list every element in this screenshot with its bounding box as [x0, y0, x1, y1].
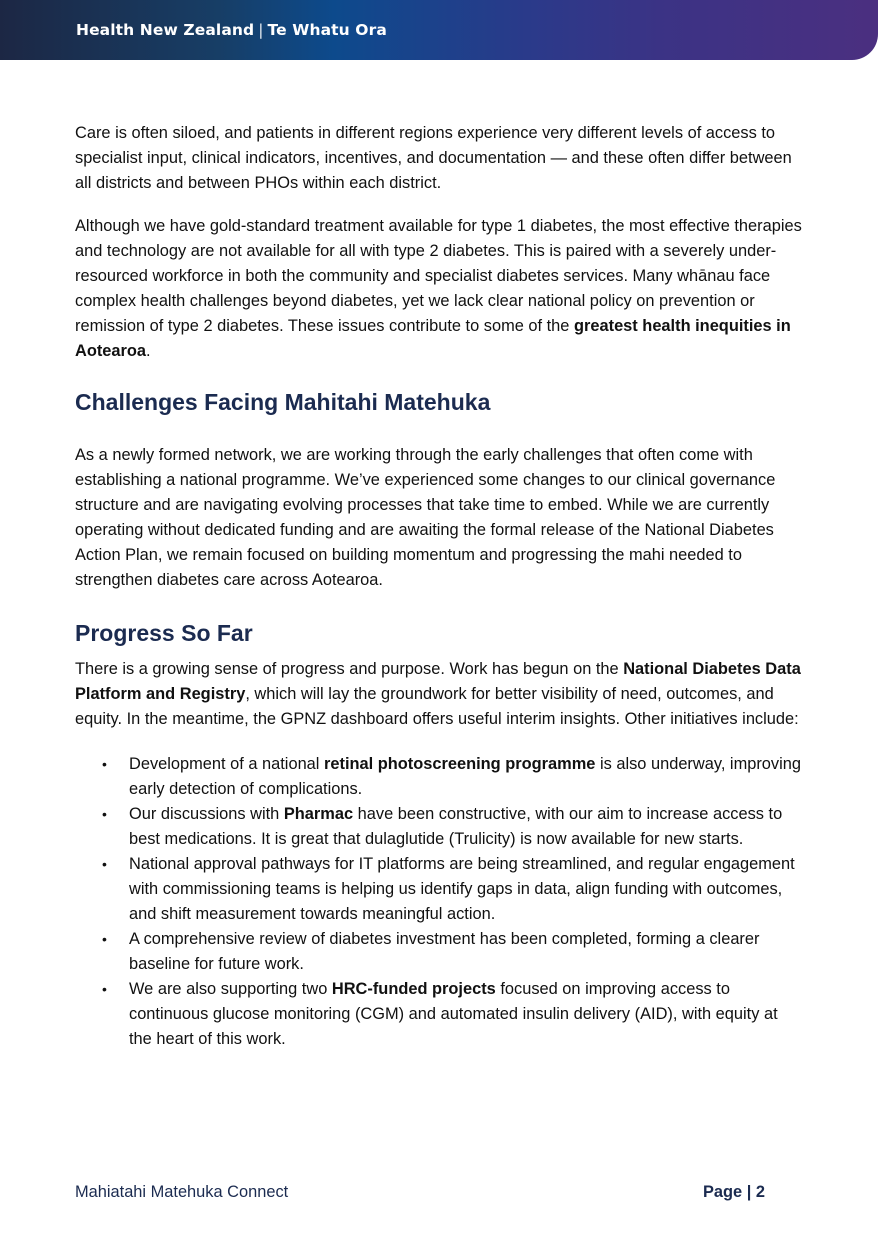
- emphasis-text: HRC-funded projects: [331, 980, 496, 998]
- bullet-icon: •: [102, 856, 107, 872]
- emphasis-text: National Diabetes Data Platform and Registry: [75, 660, 801, 703]
- list-item: [75, 802, 803, 852]
- list-item-text: Our discussions with: [129, 805, 284, 823]
- footer-publication-name: Mahiatahi Matehuka Connect: [75, 1183, 289, 1201]
- list-item-text: A comprehensive review of diabetes investment has been completed, forming a clearer baseline for future work.: [129, 930, 760, 973]
- list-item: [75, 977, 803, 1052]
- paragraph-treatment-gaps: [75, 214, 803, 364]
- emphasis-text: retinal photoscreening programme: [324, 755, 596, 773]
- paragraph-text: There is a growing sense of progress and purpose. Work has begun on the: [75, 660, 624, 678]
- bullet-icon: •: [102, 931, 107, 947]
- list-item-text: Development of a national: [129, 755, 324, 773]
- page-header-banner: [0, 0, 878, 60]
- initiatives-list: [75, 752, 803, 1052]
- list-item-text: We are also supporting two: [129, 980, 332, 998]
- bullet-icon: •: [102, 806, 107, 822]
- bullet-icon: •: [102, 981, 107, 997]
- bullet-icon: •: [102, 756, 107, 772]
- paragraph-challenges: As a newly formed network, we are working through the early challenges that often come with establishing a national programme. We’ve experienced some changes to our clinical governance structure and are navigating evolving processes that take time to embed. While we are currently operating without dedicated funding and are awaiting the formal release of the National Diabetes Action Plan, we remain focused on building momentum and progressing the mahi needed to strengthen diabetes care across Aotearoa.: [75, 446, 776, 589]
- org-name-maori: Te Whatu Ora: [267, 21, 387, 39]
- paragraph-text: Although we have gold-standard treatment available for type 1 diabetes, the most effective therapies and technology are not available for all with type 2 diabetes. This is paired with a severely under-resourced workforce in both the community and specialist diabetes services. Many whānau face complex health challenges beyond diabetes, yet we lack clear national policy on prevention or remission of type 2 diabetes. These issues contribute to some of the: [75, 217, 802, 335]
- list-item: [75, 927, 803, 977]
- list-item-text: have been constructive, with our aim to increase access to best medications. It is great that dulaglutide (Trulicity) is now available for new starts.: [129, 805, 783, 848]
- paragraph-siloed-care: Care is often siloed, and patients in different regions experience very different levels of access to specialist input, clinical indicators, incentives, and documentation — and these often differ between all districts and between PHOs within each district.: [75, 124, 792, 192]
- paragraph-progress-intro: [75, 657, 803, 732]
- list-item-text: focused on improving access to continuous glucose monitoring (CGM) and automated insulin delivery (AID), with equity at the heart of this work.: [129, 980, 778, 1048]
- org-name: Health New Zealand: [76, 21, 255, 39]
- list-item: [75, 752, 803, 802]
- paragraph-text: , which will lay the groundwork for better visibility of need, outcomes, and equity. In the meantime, the GPNZ dashboard offers useful interim insights. Other initiatives include:: [75, 685, 799, 728]
- paragraph-text: .: [146, 342, 151, 360]
- list-item: [75, 852, 803, 927]
- list-item-text: is also underway, improving early detection of complications.: [129, 755, 801, 798]
- footer-page-number: Page | 2: [703, 1183, 765, 1201]
- list-item-text: National approval pathways for IT platforms are being streamlined, and regular engagement with commissioning teams is helping us identify gaps in data, align funding with outcomes, and shift measurement towards meaningful action.: [129, 855, 795, 923]
- document-body: [75, 121, 803, 1052]
- section-heading-challenges: Challenges Facing Mahitahi Matehuka: [75, 389, 491, 415]
- emphasis-text: Pharmac: [283, 805, 354, 823]
- emphasis-text: greatest health inequities in Aotearoa: [75, 317, 791, 360]
- section-heading-progress: Progress So Far: [75, 620, 253, 646]
- header-org-title: [76, 21, 387, 39]
- header-separator: |: [258, 21, 264, 39]
